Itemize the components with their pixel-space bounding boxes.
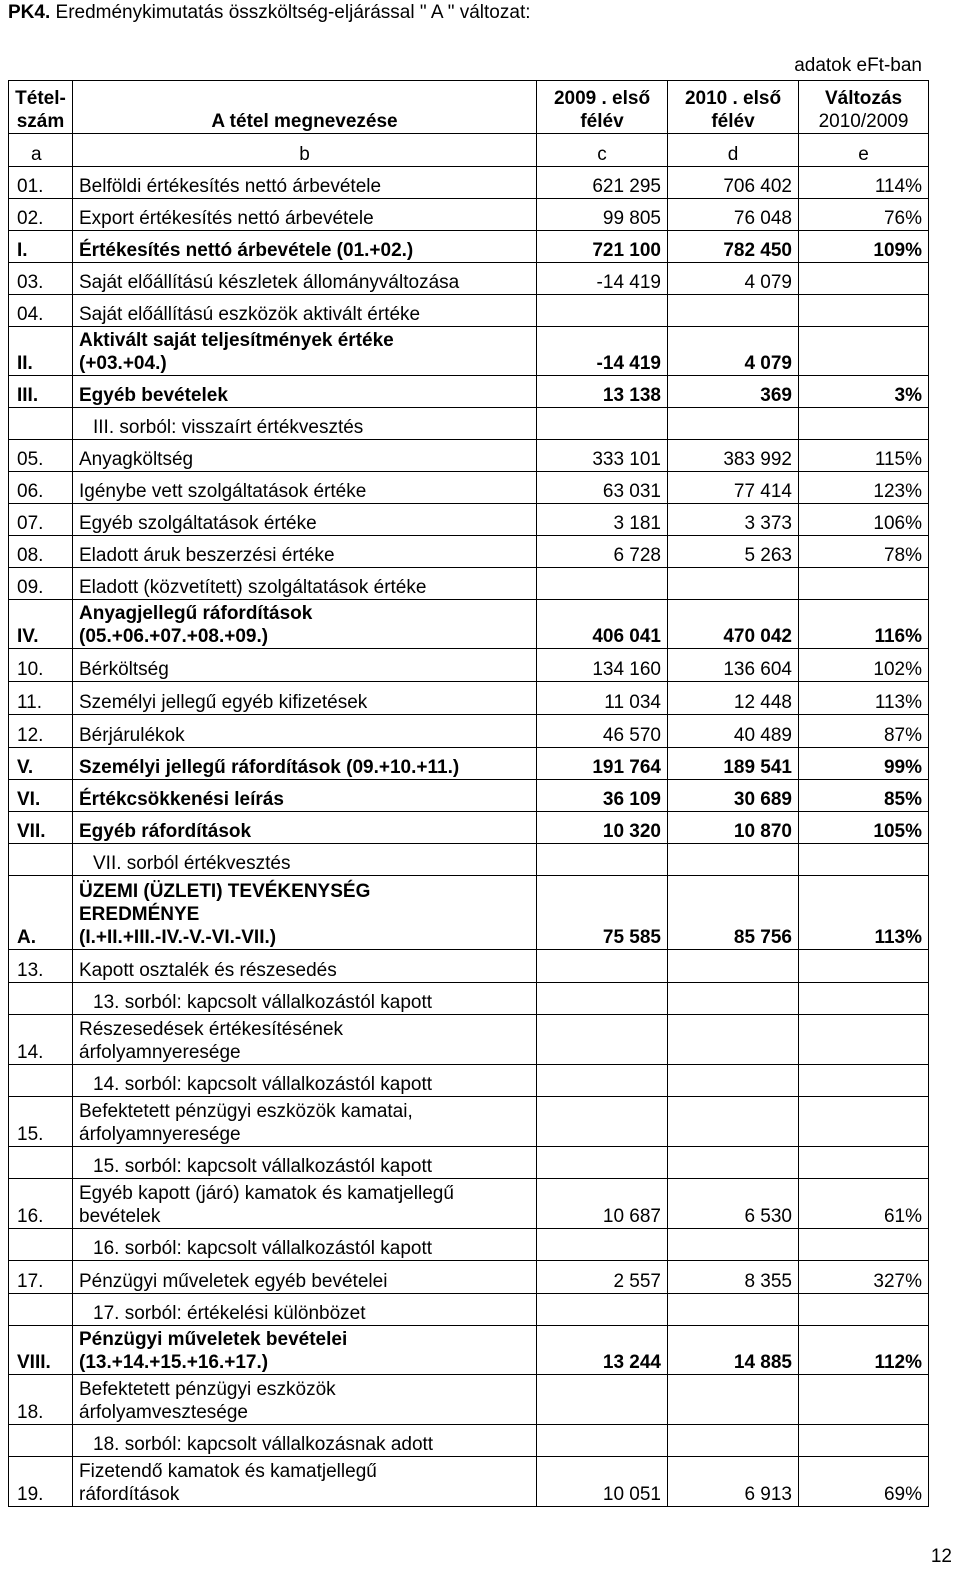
row-value-2009: 2 557 bbox=[537, 1261, 668, 1294]
row-value-2010: 706 402 bbox=[668, 167, 799, 199]
table-row bbox=[9, 167, 929, 199]
row-code: I. bbox=[9, 231, 73, 263]
row-value-2010: 470 042 bbox=[668, 600, 799, 649]
row-code: VII. bbox=[9, 812, 73, 844]
title-text: Eredménykimutatás összköltség-eljárással " A " változat: bbox=[55, 2, 531, 23]
row-code: 15. bbox=[9, 1097, 73, 1147]
row-value-2009 bbox=[537, 568, 668, 600]
row-code bbox=[9, 1425, 73, 1457]
row-change: 123% bbox=[799, 472, 929, 504]
row-change: 76% bbox=[799, 199, 929, 231]
row-value-2010: 6 913 bbox=[668, 1457, 799, 1507]
row-name: ÜZEMI (ÜZLETI) TEVÉKENYSÉG EREDMÉNYE (I.+II.+III.-IV.-V.-VI.-VII.) bbox=[73, 876, 537, 950]
row-name: Személyi jellegű ráfordítások (09.+10.+11.) bbox=[73, 748, 537, 780]
table-row bbox=[9, 780, 929, 812]
row-code bbox=[9, 1147, 73, 1179]
row-code: 17. bbox=[9, 1261, 73, 1294]
table-row bbox=[9, 1015, 929, 1065]
row-value-2010: 369 bbox=[668, 376, 799, 408]
table-row bbox=[9, 1097, 929, 1147]
row-value-2009: 99 805 bbox=[537, 199, 668, 231]
table-row bbox=[9, 600, 929, 649]
row-change: 61% bbox=[799, 1179, 929, 1229]
table-row bbox=[9, 504, 929, 536]
row-change: 69% bbox=[799, 1457, 929, 1507]
table-row bbox=[9, 1457, 929, 1507]
row-change: 85% bbox=[799, 780, 929, 812]
table-row bbox=[9, 682, 929, 715]
row-value-2010 bbox=[668, 1229, 799, 1261]
row-code: V. bbox=[9, 748, 73, 780]
row-change bbox=[799, 950, 929, 983]
row-value-2009 bbox=[537, 1065, 668, 1097]
row-change: 116% bbox=[799, 600, 929, 649]
row-value-2010: 10 870 bbox=[668, 812, 799, 844]
row-code: IV. bbox=[9, 600, 73, 649]
row-name: Eladott (közvetített) szolgáltatások értéke bbox=[73, 568, 537, 600]
row-value-2009: 10 687 bbox=[537, 1179, 668, 1229]
row-change: 109% bbox=[799, 231, 929, 263]
row-value-2009 bbox=[537, 1015, 668, 1065]
row-code: 03. bbox=[9, 263, 73, 295]
row-value-2010: 189 541 bbox=[668, 748, 799, 780]
row-name: 14. sorból: kapcsolt vállalkozástól kapott bbox=[73, 1065, 537, 1097]
row-change bbox=[799, 983, 929, 1015]
row-name: III. sorból: visszaírt értékvesztés bbox=[73, 408, 537, 440]
row-change bbox=[799, 1097, 929, 1147]
row-value-2009: 191 764 bbox=[537, 748, 668, 780]
row-value-2009: 134 160 bbox=[537, 649, 668, 682]
row-name: 18. sorból: kapcsolt vállalkozásnak adott bbox=[73, 1425, 537, 1457]
row-name: 17. sorból: értékelési különbözet bbox=[73, 1294, 537, 1326]
row-code: 12. bbox=[9, 715, 73, 748]
row-name: Belföldi értékesítés nettó árbevétele bbox=[73, 167, 537, 199]
row-name: Saját előállítású készletek állományváltozása bbox=[73, 263, 537, 295]
row-value-2009: 406 041 bbox=[537, 600, 668, 649]
row-value-2009: -14 419 bbox=[537, 263, 668, 295]
row-value-2010: 76 048 bbox=[668, 199, 799, 231]
table-row bbox=[9, 1147, 929, 1179]
row-name: Befektetett pénzügyi eszközök árfolyamveszteségе bbox=[73, 1375, 537, 1425]
row-change: 102% bbox=[799, 649, 929, 682]
row-code bbox=[9, 983, 73, 1015]
row-name: Bérköltség bbox=[73, 649, 537, 682]
row-name: 15. sorból: kapcsolt vállalkozástól kapott bbox=[73, 1147, 537, 1179]
row-name: 13. sorból: kapcsolt vállalkozástól kapott bbox=[73, 983, 537, 1015]
row-value-2009: 36 109 bbox=[537, 780, 668, 812]
row-change bbox=[799, 1065, 929, 1097]
row-name: Aktivált saját teljesítmények értéke (+03.+04.) bbox=[73, 327, 537, 376]
row-value-2009 bbox=[537, 844, 668, 876]
row-change bbox=[799, 1294, 929, 1326]
col-header-change-line2: 2010/2009 bbox=[818, 111, 909, 132]
row-value-2010 bbox=[668, 1294, 799, 1326]
row-name: Pénzügyi műveletek bevételei (13.+14.+15.+16.+17.) bbox=[73, 1326, 537, 1375]
row-code bbox=[9, 1229, 73, 1261]
letter-d: d bbox=[668, 134, 799, 167]
row-change: 327% bbox=[799, 1261, 929, 1294]
row-value-2009: 10 320 bbox=[537, 812, 668, 844]
row-change: 114% bbox=[799, 167, 929, 199]
table-row bbox=[9, 1261, 929, 1294]
table-row bbox=[9, 408, 929, 440]
row-name: Értékcsökkenési leírás bbox=[73, 780, 537, 812]
col-header-2010-line2: félév bbox=[711, 111, 755, 132]
row-value-2009 bbox=[537, 983, 668, 1015]
row-code bbox=[9, 1294, 73, 1326]
table-row bbox=[9, 950, 929, 983]
row-value-2010: 383 992 bbox=[668, 440, 799, 472]
row-value-2010: 5 263 bbox=[668, 536, 799, 568]
table-row bbox=[9, 748, 929, 780]
income-statement-table bbox=[8, 80, 929, 1507]
letter-a: a bbox=[9, 134, 73, 167]
letter-e: e bbox=[799, 134, 929, 167]
page-title bbox=[8, 2, 531, 24]
row-name: 16. sorból: kapcsolt vállalkozástól kapott bbox=[73, 1229, 537, 1261]
row-code: 10. bbox=[9, 649, 73, 682]
row-code: VI. bbox=[9, 780, 73, 812]
table-row bbox=[9, 1425, 929, 1457]
row-value-2010: 6 530 bbox=[668, 1179, 799, 1229]
table-row bbox=[9, 472, 929, 504]
row-code: 09. bbox=[9, 568, 73, 600]
row-change bbox=[799, 1015, 929, 1065]
row-value-2010: 4 079 bbox=[668, 263, 799, 295]
row-value-2010: 4 079 bbox=[668, 327, 799, 376]
table-row bbox=[9, 263, 929, 295]
row-value-2010: 40 489 bbox=[668, 715, 799, 748]
row-value-2009 bbox=[537, 1375, 668, 1425]
row-change: 113% bbox=[799, 682, 929, 715]
row-name: Részesedések értékesítésének árfolyamnyeresége bbox=[73, 1015, 537, 1065]
letter-row bbox=[9, 134, 929, 167]
row-code: 01. bbox=[9, 167, 73, 199]
row-value-2010: 3 373 bbox=[668, 504, 799, 536]
col-header-item-number bbox=[9, 81, 73, 134]
row-value-2010: 30 689 bbox=[668, 780, 799, 812]
row-change bbox=[799, 844, 929, 876]
row-name: Anyagköltség bbox=[73, 440, 537, 472]
row-name: Egyéb bevételek bbox=[73, 376, 537, 408]
row-value-2010 bbox=[668, 1097, 799, 1147]
row-code: 16. bbox=[9, 1179, 73, 1229]
row-value-2009: 46 570 bbox=[537, 715, 668, 748]
row-code: 07. bbox=[9, 504, 73, 536]
row-code: 19. bbox=[9, 1457, 73, 1507]
table-row bbox=[9, 231, 929, 263]
col-header-2009-line2: félév bbox=[580, 111, 624, 132]
row-value-2009 bbox=[537, 1294, 668, 1326]
row-change: 112% bbox=[799, 1326, 929, 1375]
row-change bbox=[799, 295, 929, 327]
row-change: 105% bbox=[799, 812, 929, 844]
row-name: Saját előállítású eszközök aktivált értéke bbox=[73, 295, 537, 327]
row-name: Export értékesítés nettó árbevétele bbox=[73, 199, 537, 231]
col-header-2009-line1: 2009 . első bbox=[553, 88, 651, 109]
row-value-2010 bbox=[668, 568, 799, 600]
row-name: Anyagjellegű ráfordítások (05.+06.+07.+08.+09.) bbox=[73, 600, 537, 649]
row-value-2010 bbox=[668, 1375, 799, 1425]
row-value-2010 bbox=[668, 844, 799, 876]
row-name: VII. sorból értékvesztés bbox=[73, 844, 537, 876]
table-row bbox=[9, 876, 929, 950]
row-code: II. bbox=[9, 327, 73, 376]
row-name: Bérjárulékok bbox=[73, 715, 537, 748]
row-name: Egyéb kapott (járó) kamatok és kamatjellegű bevételek bbox=[73, 1179, 537, 1229]
row-name: Személyi jellegű egyéb kifizetések bbox=[73, 682, 537, 715]
row-value-2009: 6 728 bbox=[537, 536, 668, 568]
table-row bbox=[9, 1294, 929, 1326]
table-row bbox=[9, 536, 929, 568]
table-row bbox=[9, 295, 929, 327]
row-code: VIII. bbox=[9, 1326, 73, 1375]
row-value-2009: 10 051 bbox=[537, 1457, 668, 1507]
row-name: Egyéb szolgáltatások értéke bbox=[73, 504, 537, 536]
row-value-2009: 11 034 bbox=[537, 682, 668, 715]
table-row bbox=[9, 844, 929, 876]
col-header-item-number-line1: Tétel- bbox=[15, 88, 66, 109]
row-change bbox=[799, 1229, 929, 1261]
row-change: 113% bbox=[799, 876, 929, 950]
row-value-2009: 63 031 bbox=[537, 472, 668, 504]
row-name: Egyéb ráfordítások bbox=[73, 812, 537, 844]
row-code bbox=[9, 408, 73, 440]
row-value-2009: 621 295 bbox=[537, 167, 668, 199]
row-change: 115% bbox=[799, 440, 929, 472]
row-value-2010: 8 355 bbox=[668, 1261, 799, 1294]
table-row bbox=[9, 1065, 929, 1097]
row-value-2010 bbox=[668, 1147, 799, 1179]
col-header-2009 bbox=[537, 81, 668, 134]
units-note: adatok eFt-ban bbox=[794, 55, 922, 76]
table-row bbox=[9, 983, 929, 1015]
letter-b: b bbox=[73, 134, 537, 167]
col-header-2010-line1: 2010 . első bbox=[684, 88, 782, 109]
title-code: PK4. bbox=[8, 2, 51, 23]
table-row bbox=[9, 1326, 929, 1375]
row-value-2009: 13 138 bbox=[537, 376, 668, 408]
row-code: III. bbox=[9, 376, 73, 408]
row-name: Befektetett pénzügyi eszközök kamatai, árfolyamnyeresége bbox=[73, 1097, 537, 1147]
col-header-item-name: A tétel megnevezése bbox=[73, 81, 537, 134]
row-change: 78% bbox=[799, 536, 929, 568]
row-change: 3% bbox=[799, 376, 929, 408]
row-change bbox=[799, 327, 929, 376]
row-name: Igénybe vett szolgáltatások értéke bbox=[73, 472, 537, 504]
row-value-2010 bbox=[668, 295, 799, 327]
table-row bbox=[9, 568, 929, 600]
row-change: 106% bbox=[799, 504, 929, 536]
row-value-2010: 12 448 bbox=[668, 682, 799, 715]
row-change bbox=[799, 263, 929, 295]
row-value-2010 bbox=[668, 1015, 799, 1065]
row-code: 04. bbox=[9, 295, 73, 327]
row-change bbox=[799, 1425, 929, 1457]
row-code: A. bbox=[9, 876, 73, 950]
row-value-2009: 75 585 bbox=[537, 876, 668, 950]
row-code: 13. bbox=[9, 950, 73, 983]
row-name: Értékesítés nettó árbevétele (01.+02.) bbox=[73, 231, 537, 263]
row-value-2010 bbox=[668, 950, 799, 983]
table-row bbox=[9, 715, 929, 748]
row-value-2009: 3 181 bbox=[537, 504, 668, 536]
row-value-2009: 13 244 bbox=[537, 1326, 668, 1375]
row-value-2009 bbox=[537, 950, 668, 983]
row-code: 14. bbox=[9, 1015, 73, 1065]
header-row bbox=[9, 81, 929, 134]
row-name: Pénzügyi műveletek egyéb bevételei bbox=[73, 1261, 537, 1294]
row-code: 11. bbox=[9, 682, 73, 715]
row-value-2010 bbox=[668, 1065, 799, 1097]
col-header-2010 bbox=[668, 81, 799, 134]
row-value-2009 bbox=[537, 1147, 668, 1179]
row-value-2010: 85 756 bbox=[668, 876, 799, 950]
row-change bbox=[799, 1375, 929, 1425]
row-code: 08. bbox=[9, 536, 73, 568]
table-row bbox=[9, 1229, 929, 1261]
row-name: Fizetendő kamatok és kamatjellegű ráfordítások bbox=[73, 1457, 537, 1507]
row-value-2009: 721 100 bbox=[537, 231, 668, 263]
table-row bbox=[9, 1179, 929, 1229]
row-value-2010: 77 414 bbox=[668, 472, 799, 504]
row-code: 02. bbox=[9, 199, 73, 231]
row-change: 99% bbox=[799, 748, 929, 780]
col-header-change bbox=[799, 81, 929, 134]
row-value-2010: 782 450 bbox=[668, 231, 799, 263]
row-value-2009: 333 101 bbox=[537, 440, 668, 472]
row-name: Eladott áruk beszerzési értéke bbox=[73, 536, 537, 568]
row-value-2009 bbox=[537, 295, 668, 327]
row-code: 18. bbox=[9, 1375, 73, 1425]
row-value-2010 bbox=[668, 983, 799, 1015]
row-value-2010: 136 604 bbox=[668, 649, 799, 682]
row-change: 87% bbox=[799, 715, 929, 748]
row-code bbox=[9, 1065, 73, 1097]
row-value-2010 bbox=[668, 1425, 799, 1457]
row-value-2010 bbox=[668, 408, 799, 440]
table-row bbox=[9, 199, 929, 231]
table-row bbox=[9, 1375, 929, 1425]
table-row bbox=[9, 649, 929, 682]
row-change bbox=[799, 568, 929, 600]
col-header-item-number-line2: szám bbox=[16, 111, 65, 132]
row-value-2009: -14 419 bbox=[537, 327, 668, 376]
row-code: 05. bbox=[9, 440, 73, 472]
row-value-2009 bbox=[537, 1229, 668, 1261]
table-body bbox=[9, 167, 929, 1507]
page-number: 12 bbox=[930, 1546, 952, 1567]
row-code: 06. bbox=[9, 472, 73, 504]
row-value-2009 bbox=[537, 408, 668, 440]
row-value-2010: 14 885 bbox=[668, 1326, 799, 1375]
row-name: Kapott osztalék és részesedés bbox=[73, 950, 537, 983]
letter-c: c bbox=[537, 134, 668, 167]
row-change bbox=[799, 408, 929, 440]
row-value-2009 bbox=[537, 1425, 668, 1457]
table-row bbox=[9, 327, 929, 376]
col-header-change-line1: Változás bbox=[824, 88, 903, 109]
table-row bbox=[9, 440, 929, 472]
table-row bbox=[9, 812, 929, 844]
row-change bbox=[799, 1147, 929, 1179]
row-code bbox=[9, 844, 73, 876]
row-value-2009 bbox=[537, 1097, 668, 1147]
table-row bbox=[9, 376, 929, 408]
